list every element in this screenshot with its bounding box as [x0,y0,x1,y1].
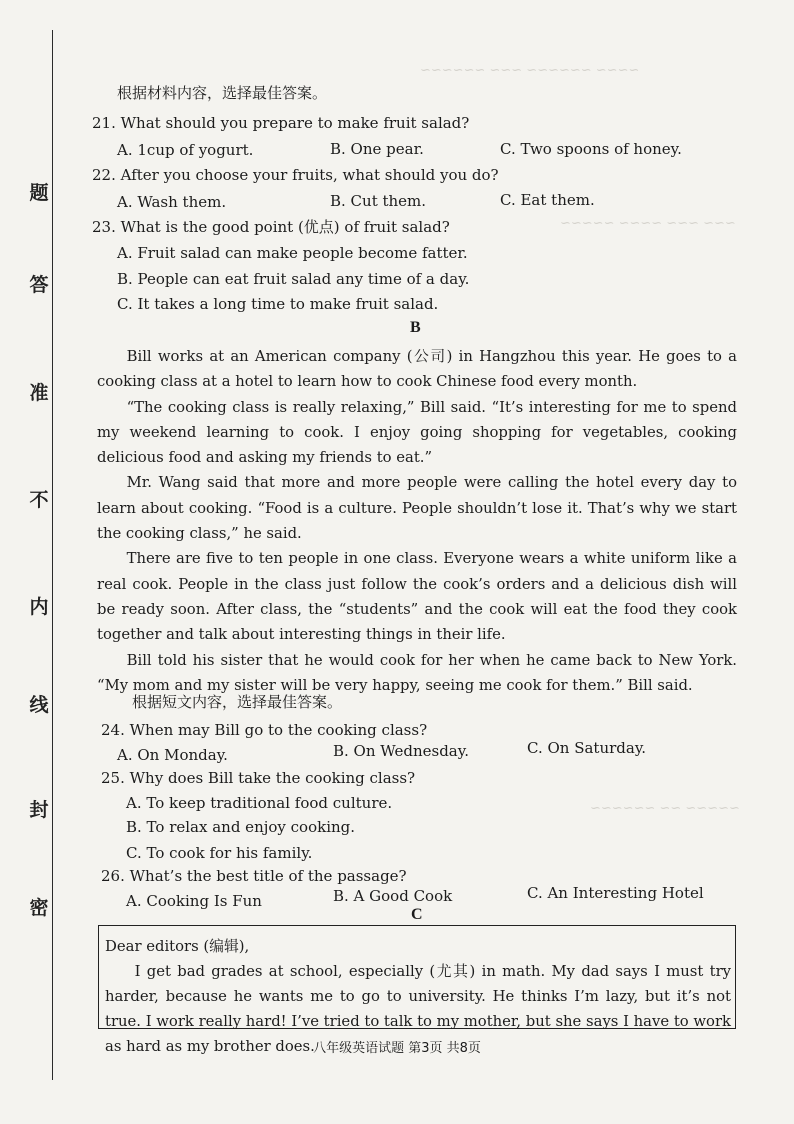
q23-option-a: A. Fruit salad can make people become fatter. [117,244,468,262]
passage-b-paragraph-3: Mr. Wang said that more and more people were calling the hotel every day to learn about cooking. “Food is a culture. People shouldn’t lose it. That’s why we start the cooking class,” he said. [97,474,737,543]
q22-option-c: C. Eat them. [500,191,595,209]
q24-option-a: A. On Monday. [117,746,228,764]
q22-option-a: A. Wash them. [117,193,227,211]
q21-stem: 21. What should you prepare to make fruit salad? [92,114,470,132]
margin-char-8: 密 [29,897,49,919]
passage-b [97,344,737,698]
section-b-label: B [410,319,421,336]
margin-char-4: 不 [29,489,49,511]
q22-stem: 22. After you choose your fruits, what should you do? [92,166,499,184]
show-through-decoration: ~~~~~~ ~~~ ~~~~~~ ~~~~ [420,62,640,77]
q21-option-b: B. One pear. [330,140,424,158]
margin-char-5: 内 [29,596,49,618]
margin-char-2: 答 [29,274,49,296]
q24-option-c: C. On Saturday. [527,739,647,757]
margin-char-6: 线 [29,694,49,716]
q23-option-b: B. People can eat fruit salad any time of a day. [117,270,470,288]
margin-char-1: 题 [29,182,49,204]
q25-option-b: B. To relax and enjoy cooking. [126,818,356,836]
q23-stem: 23. What is the good point (优点) of fruit salad? [92,218,450,236]
q25-stem: 25. Why does Bill take the cooking class? [101,769,416,787]
margin-char-7: 封 [29,799,49,821]
q26-option-c: C. An Interesting Hotel [527,884,704,902]
q25-option-a: A. To keep traditional food culture. [126,794,393,812]
q23-option-c: C. It takes a long time to make fruit salad. [117,295,439,313]
q21-option-a: A. 1cup of yogurt. [117,141,254,159]
margin-char-3: 准 [29,382,49,404]
section-c-label: C [411,906,423,923]
q24-stem: 24. When may Bill go to the cooking class? [101,721,428,739]
q21-option-c: C. Two spoons of honey. [500,140,682,158]
binding-line [52,30,53,1080]
instruction-b: 根据短文内容，选择最佳答案。 [132,693,343,711]
passage-b-paragraph-4: There are five to ten people in one class. Everyone wears a white uniform like a real cook. People in the class just follow the cook’s orders and a delicious dish will be ready soon. After class, the “students” and the cook will eat the food they cook together and talk about interesting things in their life. [97,550,737,644]
instruction-a: 根据材料内容，选择最佳答案。 [117,84,328,102]
passage-b-paragraph-1: Bill works at an American company (公司) in Hangzhou this year. He goes to a cooking class at a hotel to learn how to cook Chinese food every month. [97,348,737,391]
passage-b-paragraph-5: Bill told his sister that he would cook for her when he came back to New York. “My mom and my sister will be very happy, seeing me cook for them.” Bill said. [97,651,737,694]
passage-b-paragraph-2: “The cooking class is really relaxing,” Bill said. “It’s interesting for me to spend my weekend learning to cook. I enjoy going shopping for vegetables, cooking delicious food and asking my friends to eat.” [97,398,737,467]
letter-body: I get bad grades at school, especially (尤其) in math. My dad says I must try harder, because he wants me to go to university. He thinks I’m lazy, but it’s not true. I work really hard! I’ve tried to talk to my mother, but she says I have to work as hard as my brother does. [105,963,731,1055]
letter-greeting: Dear editors (编辑), [105,938,250,955]
q26-option-a: A. Cooking Is Fun [126,892,262,910]
q24-option-b: B. On Wednesday. [333,742,469,760]
q22-option-b: B. Cut them. [330,192,427,210]
page-footer: 八年级英语试题 第3页 共8页 [313,1041,481,1056]
q26-option-b: B. A Good Cook [333,887,453,905]
q26-stem: 26. What’s the best title of the passage? [101,867,407,885]
q25-option-c: C. To cook for his family. [126,844,313,862]
show-through-decoration: ~~~~~~ ~~ ~~~~~ [590,800,740,815]
show-through-decoration: ~~~~~ ~~~~ ~~~ ~~~ [560,215,736,230]
